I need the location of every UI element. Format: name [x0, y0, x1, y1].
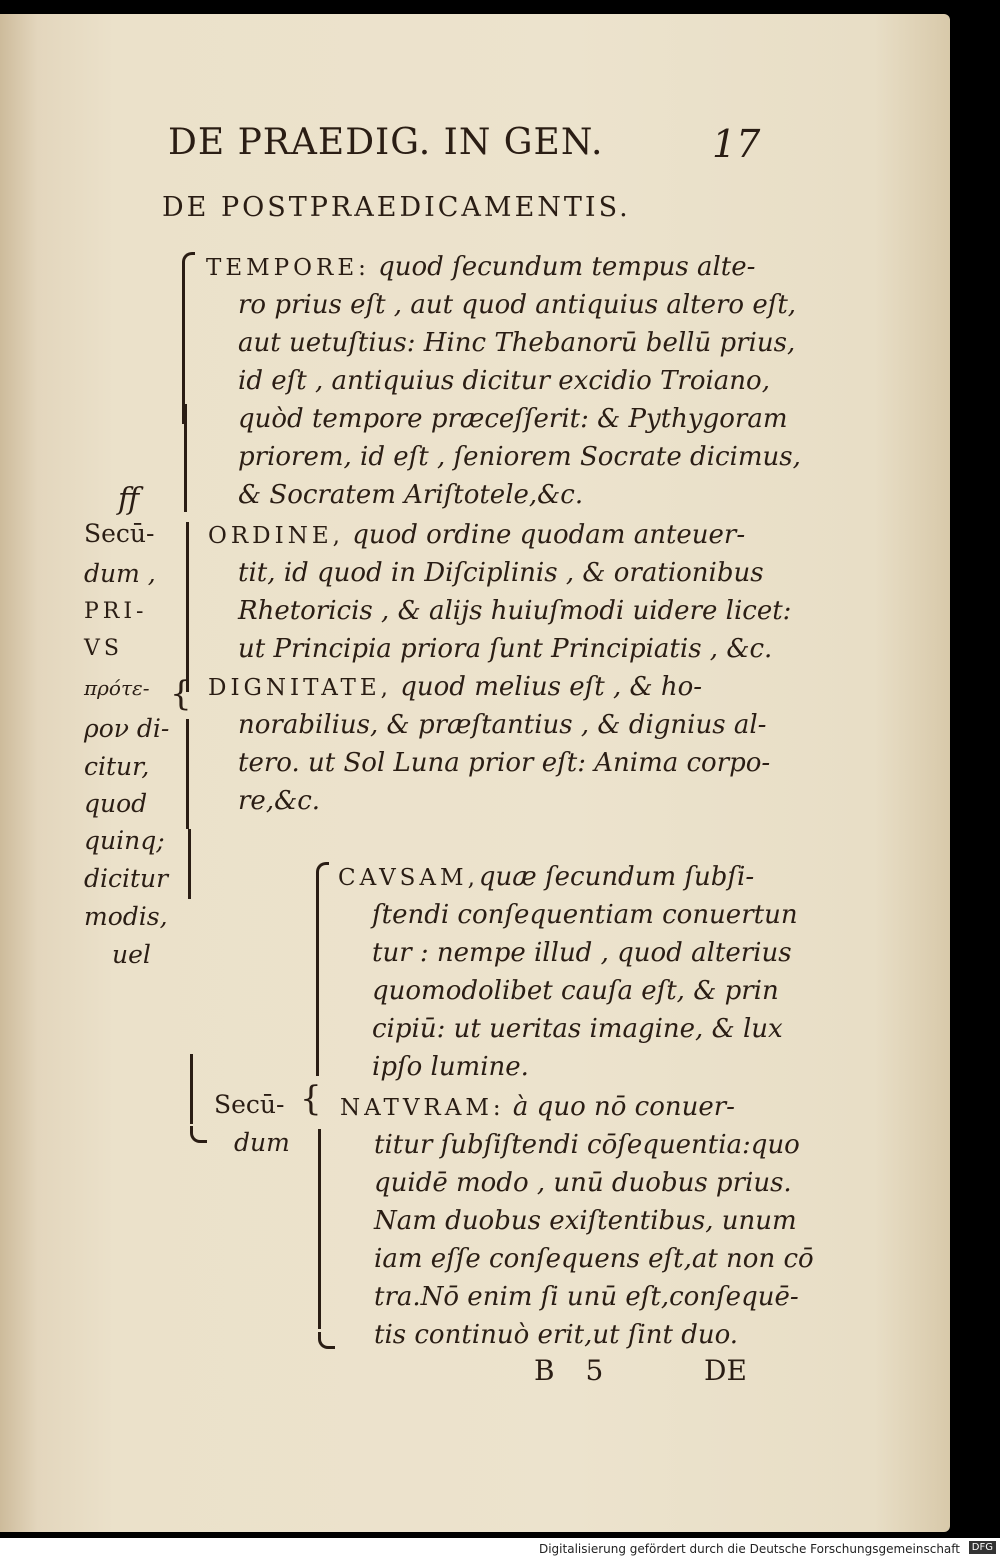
secundum-label-2: dum	[234, 1128, 290, 1157]
text-line: tit, id quod in Diſciplinis , & orationibus	[238, 558, 764, 588]
text-line: ipſo lumine.	[372, 1052, 529, 1082]
text-line: CAVSAM,quæ ſecundum ſubſi-	[338, 862, 755, 892]
text-line: cipiū: ut ueritas imagine, & lux	[372, 1014, 783, 1044]
text-line: ro prius eſt , aut quod antiquius altero eſt,	[238, 290, 797, 320]
text-line: priorem, id eſt , ſeniorem Socrate dicimus,	[238, 442, 801, 472]
gloss-line: Secū-	[84, 519, 155, 548]
text-line: tero. ut Sol Luna prior eſt: Anima corpo-	[238, 748, 771, 778]
gloss-line: πρότε-	[84, 676, 150, 700]
text-line: tis continuò erit,ut ſint duo.	[374, 1320, 739, 1350]
text-line: iam eſſe conſequens eſt,at non cō	[374, 1244, 814, 1274]
digitization-footer	[0, 1538, 1000, 1560]
text-line: tur : nempe illud , quod alterius	[372, 938, 792, 968]
section-heading: DE POSTPRAEDICAMENTIS.	[162, 192, 631, 223]
text-line: TEMPORE: quod ſecundum tempus alte-	[206, 252, 756, 282]
text-line: DIGNITATE, quod melius eſt , & ho-	[208, 672, 703, 702]
text-line: quòd tempore præceſſerit: & Pythygoram	[238, 404, 788, 434]
marginal-mark: ff	[118, 482, 140, 517]
gloss-line: dum ,	[84, 559, 156, 588]
text-line: ſtendi conſequentiam conuertun	[372, 900, 798, 930]
gloss-line: quod	[84, 789, 148, 818]
running-title: DE PRAEDIG. IN GEN.	[168, 122, 604, 163]
gloss-line: PRI-	[84, 599, 148, 624]
secundum-label: Secū-	[214, 1090, 285, 1119]
text-line: norabilius, & præſtantius , & dignius al-	[238, 710, 767, 740]
catchword: DE	[704, 1354, 747, 1387]
gloss-line: VS	[84, 636, 123, 661]
text-line: & Socratem Ariſtotele,&c.	[238, 480, 584, 510]
gloss-line: dicitur	[84, 864, 169, 893]
text-line: aut uetuſtius: Hinc Thebanorū bellū prius,	[238, 328, 796, 358]
page-number: 17	[712, 122, 761, 166]
text-line: ut Principia priora ſunt Principiatis , &c.	[238, 634, 773, 664]
gloss-line: ρον di-	[84, 714, 170, 743]
dfg-logo: DFG	[969, 1541, 996, 1554]
text-line: Nam duobus exiſtentibus, unum	[374, 1206, 797, 1236]
text-line: quidē modo , unū duobus prius.	[374, 1168, 792, 1198]
text-line: titur ſubſiſtendi cōſequentia:quo	[374, 1130, 800, 1160]
book-page: DE PRAEDIG. IN GEN. 17 DE POSTPRAEDICAMENTIS. { { ff Secū- dum , PRI- VS πρότε- ρον di- citur, quod quinq; dicitur modis, uel TEMPORE: quod ſecundum tempus alte- ro prius eſt , aut quod antiquius altero eſt, aut uetuſtius: Hinc Thebanorū bellū prius, id eſt , antiquius dicitur excidio Troiano, quòd tempore præceſſerit: & Pythygoram priorem, id eſt , ſeniorem Socrate dicimus, & Socratem Ariſtotele,&c. ORDINE, quod ordine quodam anteuer- tit, id quod in Diſciplinis , & orationibus Rhetoricis , & alijs huiuſmodi uidere licet: ut Principia priora ſunt Principiatis , &c. DIGNITATE, quod melius eſt , & ho- norabilius, & præſtantius , & dignius al- tero. ut Sol Luna prior eſt: Anima corpo- re,&c. Secū- dum CAVSAM,quæ ſecundum ſubſi- ſtendi conſequentiam conuertun tur : nempe illud , quod alterius quomodolibet cauſa eſt, & prin cipiū: ut ueritas imagine, & lux ipſo lumine. NATVRAM: à quo nō conuer- titur ſubſiſtendi cōſequentia:quo quidē modo , unū duobus prius. Nam duobus exiſtentibus, unum iam eſſe conſequens eſt,at non cō tra.Nō enim ſi unū eſt,conſequē- tis continuò erit,ut ſint duo. B 5 DE	[0, 14, 950, 1532]
footer-credit: Digitalisierung gefördert durch die Deutsche Forschungsgemeinschaft	[538, 1542, 960, 1556]
text-line: tra.Nō enim ſi unū eſt,conſequē-	[374, 1282, 799, 1312]
text-line: Rhetoricis , & alijs huiuſmodi uidere licet:	[238, 596, 792, 626]
text-line: NATVRAM: à quo nō conuer-	[340, 1092, 735, 1122]
signature-mark: B 5	[534, 1354, 604, 1387]
text-line: quomodolibet cauſa eſt, & prin	[372, 976, 779, 1006]
gloss-line: modis,	[84, 902, 168, 931]
gloss-line: citur,	[84, 752, 150, 781]
text-line: re,&c.	[238, 786, 321, 816]
gloss-line: quinq;	[84, 826, 165, 855]
gloss-line: uel	[112, 940, 151, 969]
text-line: ORDINE, quod ordine quodam anteuer-	[208, 520, 746, 550]
text-line: id eſt , antiquius dicitur excidio Troiano,	[238, 366, 770, 396]
